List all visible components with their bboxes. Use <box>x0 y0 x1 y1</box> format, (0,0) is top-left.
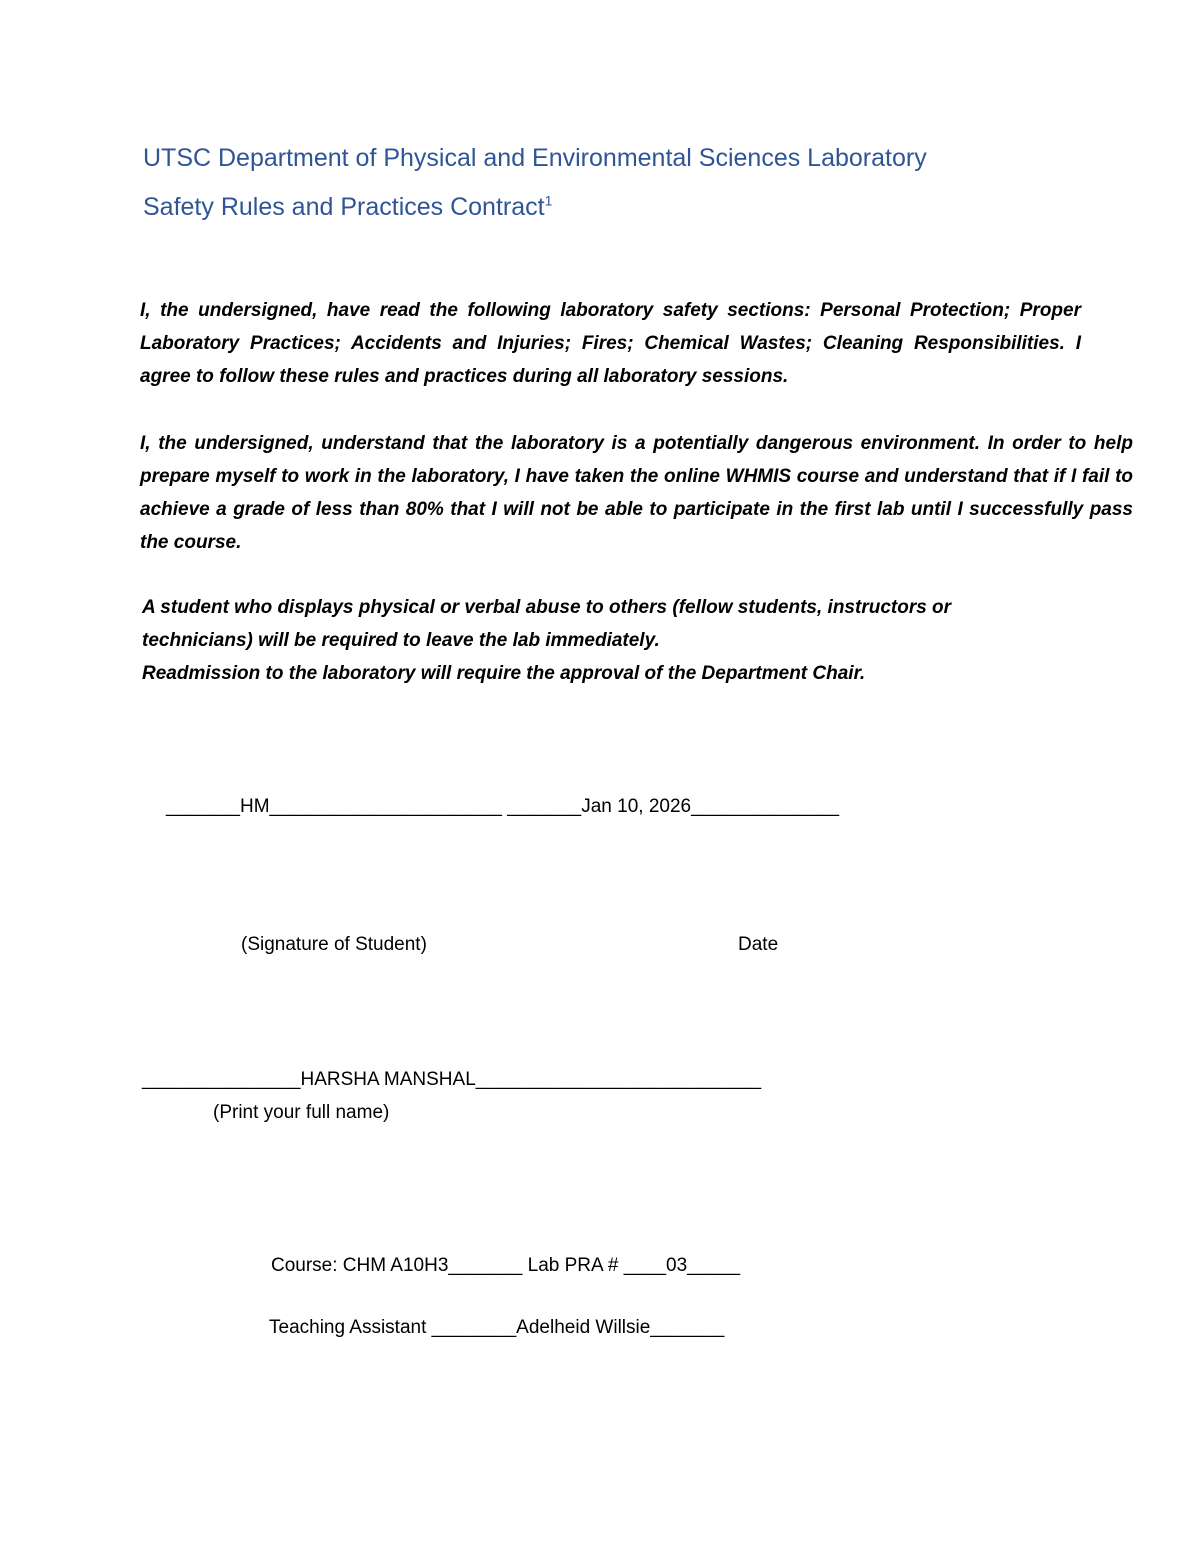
conduct-paragraph <box>142 591 1102 690</box>
danger-acknowledgement-paragraph: I, the undersigned, understand that the laboratory is a potentially dangerous environment. In order to help prepare myself to work in the laboratory, I have taken the online WHMIS course and understand that if I fail to achieve a grade of less than 80% that I will not be able to participate in the first lab until I successfully pass the course. <box>140 433 1133 553</box>
teaching-assistant-field[interactable]: Teaching Assistant ________Adelheid Willsie_______ <box>269 1317 725 1338</box>
course-lab-field[interactable]: Course: CHM A10H3_______ Lab PRA # ____03_____ <box>271 1255 741 1276</box>
signature-label: (Signature of Student) <box>241 934 427 955</box>
full-name-label: (Print your full name) <box>213 1102 390 1123</box>
date-label: Date <box>738 934 779 955</box>
safety-sections-paragraph: I, the undersigned, have read the following laboratory safety sections: Personal Protection; Proper Laboratory Practices; Accidents and Injuries; Fires; Chemical Wastes; Cleaning Responsibilities. I agree to follow these rules and practices during all laboratory sessions. <box>140 300 1081 387</box>
document-title-line-1 <box>143 144 927 173</box>
footnote-marker: 1 <box>544 192 553 209</box>
conduct-line-1: A student who displays physical or verbal abuse to others (fellow students, instructors or <box>142 597 952 618</box>
full-name-field[interactable]: _______________HARSHA MANSHAL___________________________ <box>142 1069 762 1090</box>
document-title-line-2 <box>143 193 552 222</box>
conduct-line-2: technicians) will be required to leave the lab immediately. <box>142 630 660 651</box>
title-text-line-2: Safety Rules and Practices Contract <box>143 193 545 221</box>
title-text-line-1: UTSC Department of Physical and Environmental Sciences Laboratory <box>143 144 927 172</box>
conduct-line-3: Readmission to the laboratory will require the approval of the Department Chair. <box>142 663 866 684</box>
signature-date-field[interactable]: _______HM______________________ _______Jan 10, 2026______________ <box>166 796 840 817</box>
